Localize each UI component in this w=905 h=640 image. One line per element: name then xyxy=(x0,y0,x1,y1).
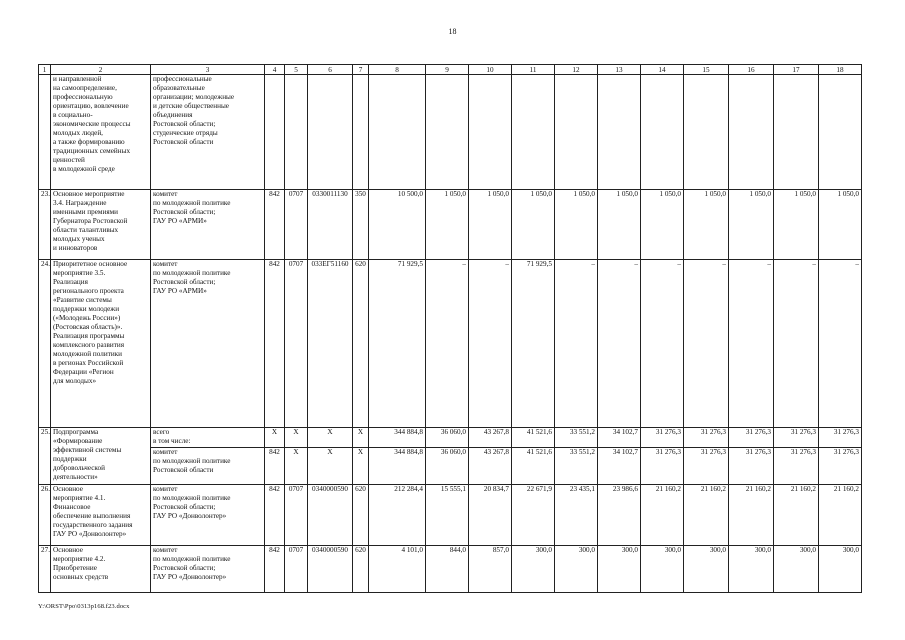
amount-cell xyxy=(369,75,426,190)
code-csr-cell: 0340000590 xyxy=(308,485,353,546)
executor-cell: комитет по молодежной политике Ростовской области; ГАУ РО «Донволонтер» xyxy=(151,485,265,546)
code-gryps-cell: 842 xyxy=(265,260,285,428)
code-csr-cell xyxy=(308,75,353,190)
amount-cell: 41 521,6 xyxy=(512,428,555,448)
header-cell: 1 xyxy=(39,65,51,75)
amount-cell: 15 555,1 xyxy=(426,485,469,546)
amount-cell: – xyxy=(426,260,469,428)
amount-cell: 300,0 xyxy=(819,546,862,593)
code-gryps-cell: 842 xyxy=(265,546,285,593)
footer-file-path: Y:\ORST\Ppo\0313p168.f23.docx xyxy=(38,603,130,610)
header-cell: 13 xyxy=(598,65,641,75)
amount-cell: 31 276,3 xyxy=(774,428,819,448)
header-cell: 3 xyxy=(151,65,265,75)
amount-cell: 1 050,0 xyxy=(469,190,512,260)
amount-cell: 300,0 xyxy=(729,546,774,593)
amount-cell: 844,0 xyxy=(426,546,469,593)
code-gryps-cell xyxy=(265,75,285,190)
code-gryps-cell: 842 xyxy=(265,485,285,546)
code-vr-cell: 620 xyxy=(353,485,369,546)
amount-cell: – xyxy=(729,260,774,428)
code-vr-cell: Х xyxy=(353,428,369,448)
table-row xyxy=(39,428,862,448)
amount-cell xyxy=(774,75,819,190)
amount-cell: 857,0 xyxy=(469,546,512,593)
budget-table xyxy=(38,64,862,593)
amount-cell: 21 160,2 xyxy=(641,485,684,546)
amount-cell: 71 929,5 xyxy=(512,260,555,428)
amount-cell: 1 050,0 xyxy=(426,190,469,260)
activity-name-cell: Основное мероприятие 4.2. Приобретение основных средств xyxy=(51,546,151,593)
amount-cell xyxy=(684,75,729,190)
code-vr-cell: 350 xyxy=(353,190,369,260)
amount-cell: 20 834,7 xyxy=(469,485,512,546)
amount-cell: 31 276,3 xyxy=(641,448,684,485)
code-csr-cell: 033ЕГ51160 xyxy=(308,260,353,428)
amount-cell: 344 884,8 xyxy=(369,448,426,485)
row-number-cell: 24. xyxy=(39,260,51,428)
table-row xyxy=(39,75,862,190)
amount-cell: 36 060,0 xyxy=(426,428,469,448)
header-cell: 16 xyxy=(729,65,774,75)
row-number-cell: 26. xyxy=(39,485,51,546)
activity-name-cell: Приоритетное основное мероприятие 3.5. Реализация регионального проекта «Развитие системы поддержки молодежи («Молодежь России») (Ростовская область)». Реализация программы комплексного развития молодежной политики в регионах Российской Федерации «Регион для молодых» xyxy=(51,260,151,428)
code-vr-cell: Х xyxy=(353,448,369,485)
amount-cell: 23 435,1 xyxy=(555,485,598,546)
activity-name-cell: Подпрограмма «Формирование эффективной системы поддержки добровольческой деятельности» xyxy=(51,428,151,485)
amount-cell: 31 276,3 xyxy=(819,428,862,448)
amount-cell: 31 276,3 xyxy=(819,448,862,485)
table-body xyxy=(39,65,862,593)
amount-cell: 21 160,2 xyxy=(729,485,774,546)
executor-cell: комитет по молодежной политике Ростовской области; ГАУ РО «Донволонтер» xyxy=(151,546,265,593)
amount-cell: – xyxy=(469,260,512,428)
activity-name-cell: Основное мероприятие 3.4. Награждение именными премиями Губернатора Ростовской области талантливых молодых ученых и инноваторов xyxy=(51,190,151,260)
header-cell: 4 xyxy=(265,65,285,75)
amount-cell: 300,0 xyxy=(684,546,729,593)
amount-cell: 300,0 xyxy=(774,546,819,593)
amount-cell: 4 101,0 xyxy=(369,546,426,593)
header-cell: 7 xyxy=(353,65,369,75)
amount-cell: 34 102,7 xyxy=(598,448,641,485)
header-cell: 2 xyxy=(51,65,151,75)
amount-cell: 21 160,2 xyxy=(819,485,862,546)
row-number-cell: 23. xyxy=(39,190,51,260)
amount-cell: – xyxy=(684,260,729,428)
code-rzpr-cell xyxy=(285,75,308,190)
amount-cell: – xyxy=(819,260,862,428)
amount-cell: 21 160,2 xyxy=(774,485,819,546)
amount-cell: 300,0 xyxy=(512,546,555,593)
amount-cell xyxy=(641,75,684,190)
activity-name-cell: Основное мероприятие 4.1. Финансовое обеспечение выполнения государственного задания ГАУ РО «Донволонтер» xyxy=(51,485,151,546)
header-cell: 5 xyxy=(285,65,308,75)
code-csr-cell: Х xyxy=(308,428,353,448)
row-number-cell: 25. xyxy=(39,428,51,485)
amount-cell xyxy=(512,75,555,190)
amount-cell: 31 276,3 xyxy=(684,428,729,448)
header-cell: 10 xyxy=(469,65,512,75)
amount-cell xyxy=(469,75,512,190)
executor-cell: комитет по молодежной политике Ростовской области xyxy=(151,448,265,485)
amount-cell xyxy=(819,75,862,190)
amount-cell xyxy=(729,75,774,190)
amount-cell: 300,0 xyxy=(641,546,684,593)
code-csr-cell: Х xyxy=(308,448,353,485)
executor-cell: комитет по молодежной политике Ростовской области; ГАУ РО «АРМИ» xyxy=(151,260,265,428)
amount-cell xyxy=(555,75,598,190)
header-row xyxy=(39,65,862,75)
amount-cell: 31 276,3 xyxy=(684,448,729,485)
amount-cell: 1 050,0 xyxy=(774,190,819,260)
code-rzpr-cell: Х xyxy=(285,428,308,448)
header-cell: 14 xyxy=(641,65,684,75)
amount-cell: 31 276,3 xyxy=(774,448,819,485)
amount-cell: – xyxy=(555,260,598,428)
amount-cell: 34 102,7 xyxy=(598,428,641,448)
amount-cell: 1 050,0 xyxy=(819,190,862,260)
amount-cell: 36 060,0 xyxy=(426,448,469,485)
amount-cell: – xyxy=(598,260,641,428)
amount-cell: 71 929,5 xyxy=(369,260,426,428)
amount-cell: 23 986,6 xyxy=(598,485,641,546)
code-vr-cell: 620 xyxy=(353,546,369,593)
code-gryps-cell: 842 xyxy=(265,190,285,260)
amount-cell: 41 521,6 xyxy=(512,448,555,485)
amount-cell: 33 551,2 xyxy=(555,428,598,448)
amount-cell: 33 551,2 xyxy=(555,448,598,485)
amount-cell: 1 050,0 xyxy=(555,190,598,260)
executor-cell: комитет по молодежной политике Ростовской области; ГАУ РО «АРМИ» xyxy=(151,190,265,260)
amount-cell: 1 050,0 xyxy=(684,190,729,260)
amount-cell: 43 267,8 xyxy=(469,448,512,485)
code-vr-cell xyxy=(353,75,369,190)
amount-cell: – xyxy=(641,260,684,428)
table-row xyxy=(39,485,862,546)
amount-cell: 1 050,0 xyxy=(729,190,774,260)
code-csr-cell: 0330011130 xyxy=(308,190,353,260)
activity-name-cell: и направленной на самоопределение, профессиональную ориентацию, вовлечение в социально- экономические процессы молодых людей, а также формированию традиционных семейных ценностей в молодежной среде xyxy=(51,75,151,190)
amount-cell xyxy=(598,75,641,190)
amount-cell: 1 050,0 xyxy=(512,190,555,260)
table-row xyxy=(39,260,862,428)
amount-cell: 344 884,8 xyxy=(369,428,426,448)
amount-cell xyxy=(426,75,469,190)
header-cell: 9 xyxy=(426,65,469,75)
amount-cell: 10 500,0 xyxy=(369,190,426,260)
header-cell: 12 xyxy=(555,65,598,75)
amount-cell: 212 284,4 xyxy=(369,485,426,546)
amount-cell: 31 276,3 xyxy=(729,448,774,485)
code-csr-cell: 0340000590 xyxy=(308,546,353,593)
amount-cell: 300,0 xyxy=(555,546,598,593)
code-vr-cell: 620 xyxy=(353,260,369,428)
code-rzpr-cell: 0707 xyxy=(285,546,308,593)
header-cell: 11 xyxy=(512,65,555,75)
code-gryps-cell: 842 xyxy=(265,448,285,485)
table-row xyxy=(39,448,862,485)
amount-cell: 1 050,0 xyxy=(598,190,641,260)
header-cell: 8 xyxy=(369,65,426,75)
table-row xyxy=(39,190,862,260)
amount-cell: – xyxy=(774,260,819,428)
row-number-cell xyxy=(39,75,51,190)
table-row xyxy=(39,546,862,593)
amount-cell: 31 276,3 xyxy=(641,428,684,448)
code-gryps-cell: Х xyxy=(265,428,285,448)
amount-cell: 1 050,0 xyxy=(641,190,684,260)
amount-cell: 22 671,9 xyxy=(512,485,555,546)
executor-cell: профессиональные образовательные организации; молодежные и детские общественные объединения Ростовской области; студенческие отряды Ростовской области xyxy=(151,75,265,190)
code-rzpr-cell: 0707 xyxy=(285,260,308,428)
header-cell: 17 xyxy=(774,65,819,75)
header-cell: 15 xyxy=(684,65,729,75)
row-number-cell: 27. xyxy=(39,546,51,593)
code-rzpr-cell: 0707 xyxy=(285,485,308,546)
header-cell: 6 xyxy=(308,65,353,75)
amount-cell: 300,0 xyxy=(598,546,641,593)
amount-cell: 31 276,3 xyxy=(729,428,774,448)
page-number: 18 xyxy=(448,27,457,36)
amount-cell: 43 267,8 xyxy=(469,428,512,448)
executor-cell: всего в том числе: xyxy=(151,428,265,448)
header-cell: 18 xyxy=(819,65,862,75)
amount-cell: 21 160,2 xyxy=(684,485,729,546)
code-rzpr-cell: Х xyxy=(285,448,308,485)
code-rzpr-cell: 0707 xyxy=(285,190,308,260)
